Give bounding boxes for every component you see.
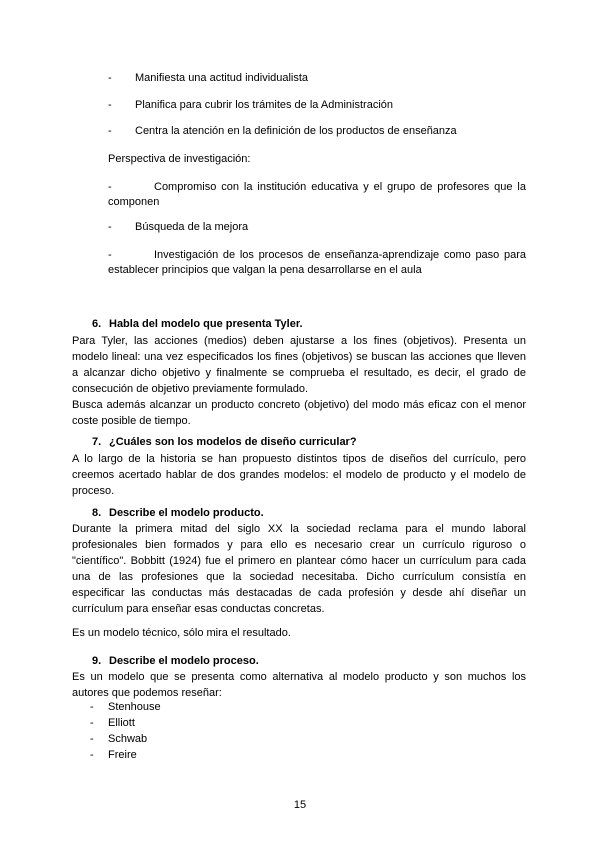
section-heading-8 <box>92 507 264 519</box>
section-number: 8. <box>92 507 102 519</box>
body-line: Busca además alcanzar un producto concreto (objetivo) del modo más eficaz con el menor <box>72 399 526 411</box>
list-item <box>90 731 161 747</box>
body-line: "científico". Bobbitt (1924) fue el primero en plantear cómo hacer un currículum para cada <box>72 555 526 567</box>
section-number: 7. <box>92 436 102 448</box>
body-line: autores que podemos reseñar: <box>72 687 222 699</box>
body-line: modelo lineal: una vez especificados los fines (objetivos) se buscan las acciones que lleven <box>72 351 526 363</box>
body-line: Es un modelo que se presenta como alternativa al modelo producto y son muchos los <box>72 671 526 683</box>
bullet-text: Manifiesta una actitud individualista <box>135 72 309 84</box>
body-line: Durante la primera mitad del siglo XX la sociedad reclama para el mundo laboral <box>72 523 526 535</box>
author-name: Schwab <box>108 733 148 745</box>
bullet-dash: - <box>90 701 94 713</box>
list-item <box>90 699 161 715</box>
bullet-item <box>108 221 248 233</box>
section-title: Habla del modelo que presenta Tyler. <box>109 318 303 330</box>
bullet-item <box>108 99 393 111</box>
list-item <box>90 715 161 731</box>
body-line: A lo largo de la historia se han propuesto distintos tipos de diseños del currículo, pero <box>72 453 526 465</box>
section-9-body <box>72 669 526 701</box>
bullet-dash: - <box>108 249 112 261</box>
body-line: consecución de objetivo previamente formulado. <box>72 383 309 395</box>
body-line: creemos acertado hablar de dos grandes modelos: el modelo de producto y el modelo de <box>72 469 526 481</box>
body-line: coste posible de tiempo. <box>72 415 191 427</box>
section-title: ¿Cuáles son los modelos de diseño curricular? <box>109 436 357 448</box>
body-line: proceso. <box>72 485 115 497</box>
bullet-text: Centra la atención en la definición de los productos de enseñanza <box>135 125 457 137</box>
bullet-dash: - <box>90 717 94 729</box>
bullet-text: Investigación de los procesos de enseñanza-aprendizaje como paso para <box>154 249 526 261</box>
section-6-body <box>72 333 526 429</box>
author-name: Freire <box>108 749 137 761</box>
section-7-body <box>72 451 526 499</box>
bullet-text: Planifica para cubrir los trámites de la Administración <box>135 99 394 111</box>
bullet-dash: - <box>90 749 94 761</box>
list-item <box>90 747 161 763</box>
bullet-item <box>108 180 526 210</box>
page-number: 15 <box>293 799 307 811</box>
authors-list <box>90 699 161 763</box>
section-heading-7 <box>92 436 357 448</box>
bullet-dash: - <box>108 181 112 193</box>
body-line: especificar las conductas más destacadas de cada profesión y desde ahí diseñar un <box>72 587 526 599</box>
bullet-dash: - <box>90 733 94 745</box>
bullet-dash: - <box>108 125 112 137</box>
section-heading-9 <box>92 655 259 667</box>
body-line: Para Tyler, las acciones (medios) deben ajustarse a los fines (objetivos). Presenta un <box>72 335 526 347</box>
section-8-note <box>72 625 526 641</box>
bullet-item <box>108 72 308 84</box>
perspectiva-label: Perspectiva de investigación: <box>108 153 251 165</box>
section-heading-6 <box>92 318 303 330</box>
author-name: Elliott <box>108 717 135 729</box>
section-number: 6. <box>92 318 102 330</box>
body-line: Es un modelo técnico, sólo mira el resultado. <box>72 627 291 639</box>
bullet-dash: - <box>108 72 112 84</box>
section-number: 9. <box>92 655 102 667</box>
bullet-dash: - <box>108 221 112 233</box>
body-line: profesionales bien formados y para ello es necesario crear un currículo riguroso o <box>72 539 526 551</box>
section-title: Describe el modelo proceso. <box>109 655 259 667</box>
section-title: Describe el modelo producto. <box>109 507 264 519</box>
bullet-dash: - <box>108 99 112 111</box>
bullet-text-cont: establecer principios que valgan la pena desarrollarse en el aula <box>108 264 422 276</box>
author-name: Stenhouse <box>108 701 161 713</box>
bullet-text: Búsqueda de la mejora <box>135 221 249 233</box>
section-8-body <box>72 521 526 617</box>
body-line: una de las profesiones que la sociedad necesitaba. Dicho currículum consistía en <box>72 571 526 583</box>
bullet-text-cont: componen <box>108 196 160 208</box>
bullet-item <box>108 125 457 137</box>
body-line: currículum para enseñar esas conductas concretas. <box>72 603 325 615</box>
bullet-item <box>108 248 526 278</box>
body-line: a alcanzar dicho objetivo y finalmente se comprueba el resultado, es decir, el grado de <box>72 367 526 379</box>
bullet-text: Compromiso con la institución educativa y el grupo de profesores que la <box>154 181 526 193</box>
